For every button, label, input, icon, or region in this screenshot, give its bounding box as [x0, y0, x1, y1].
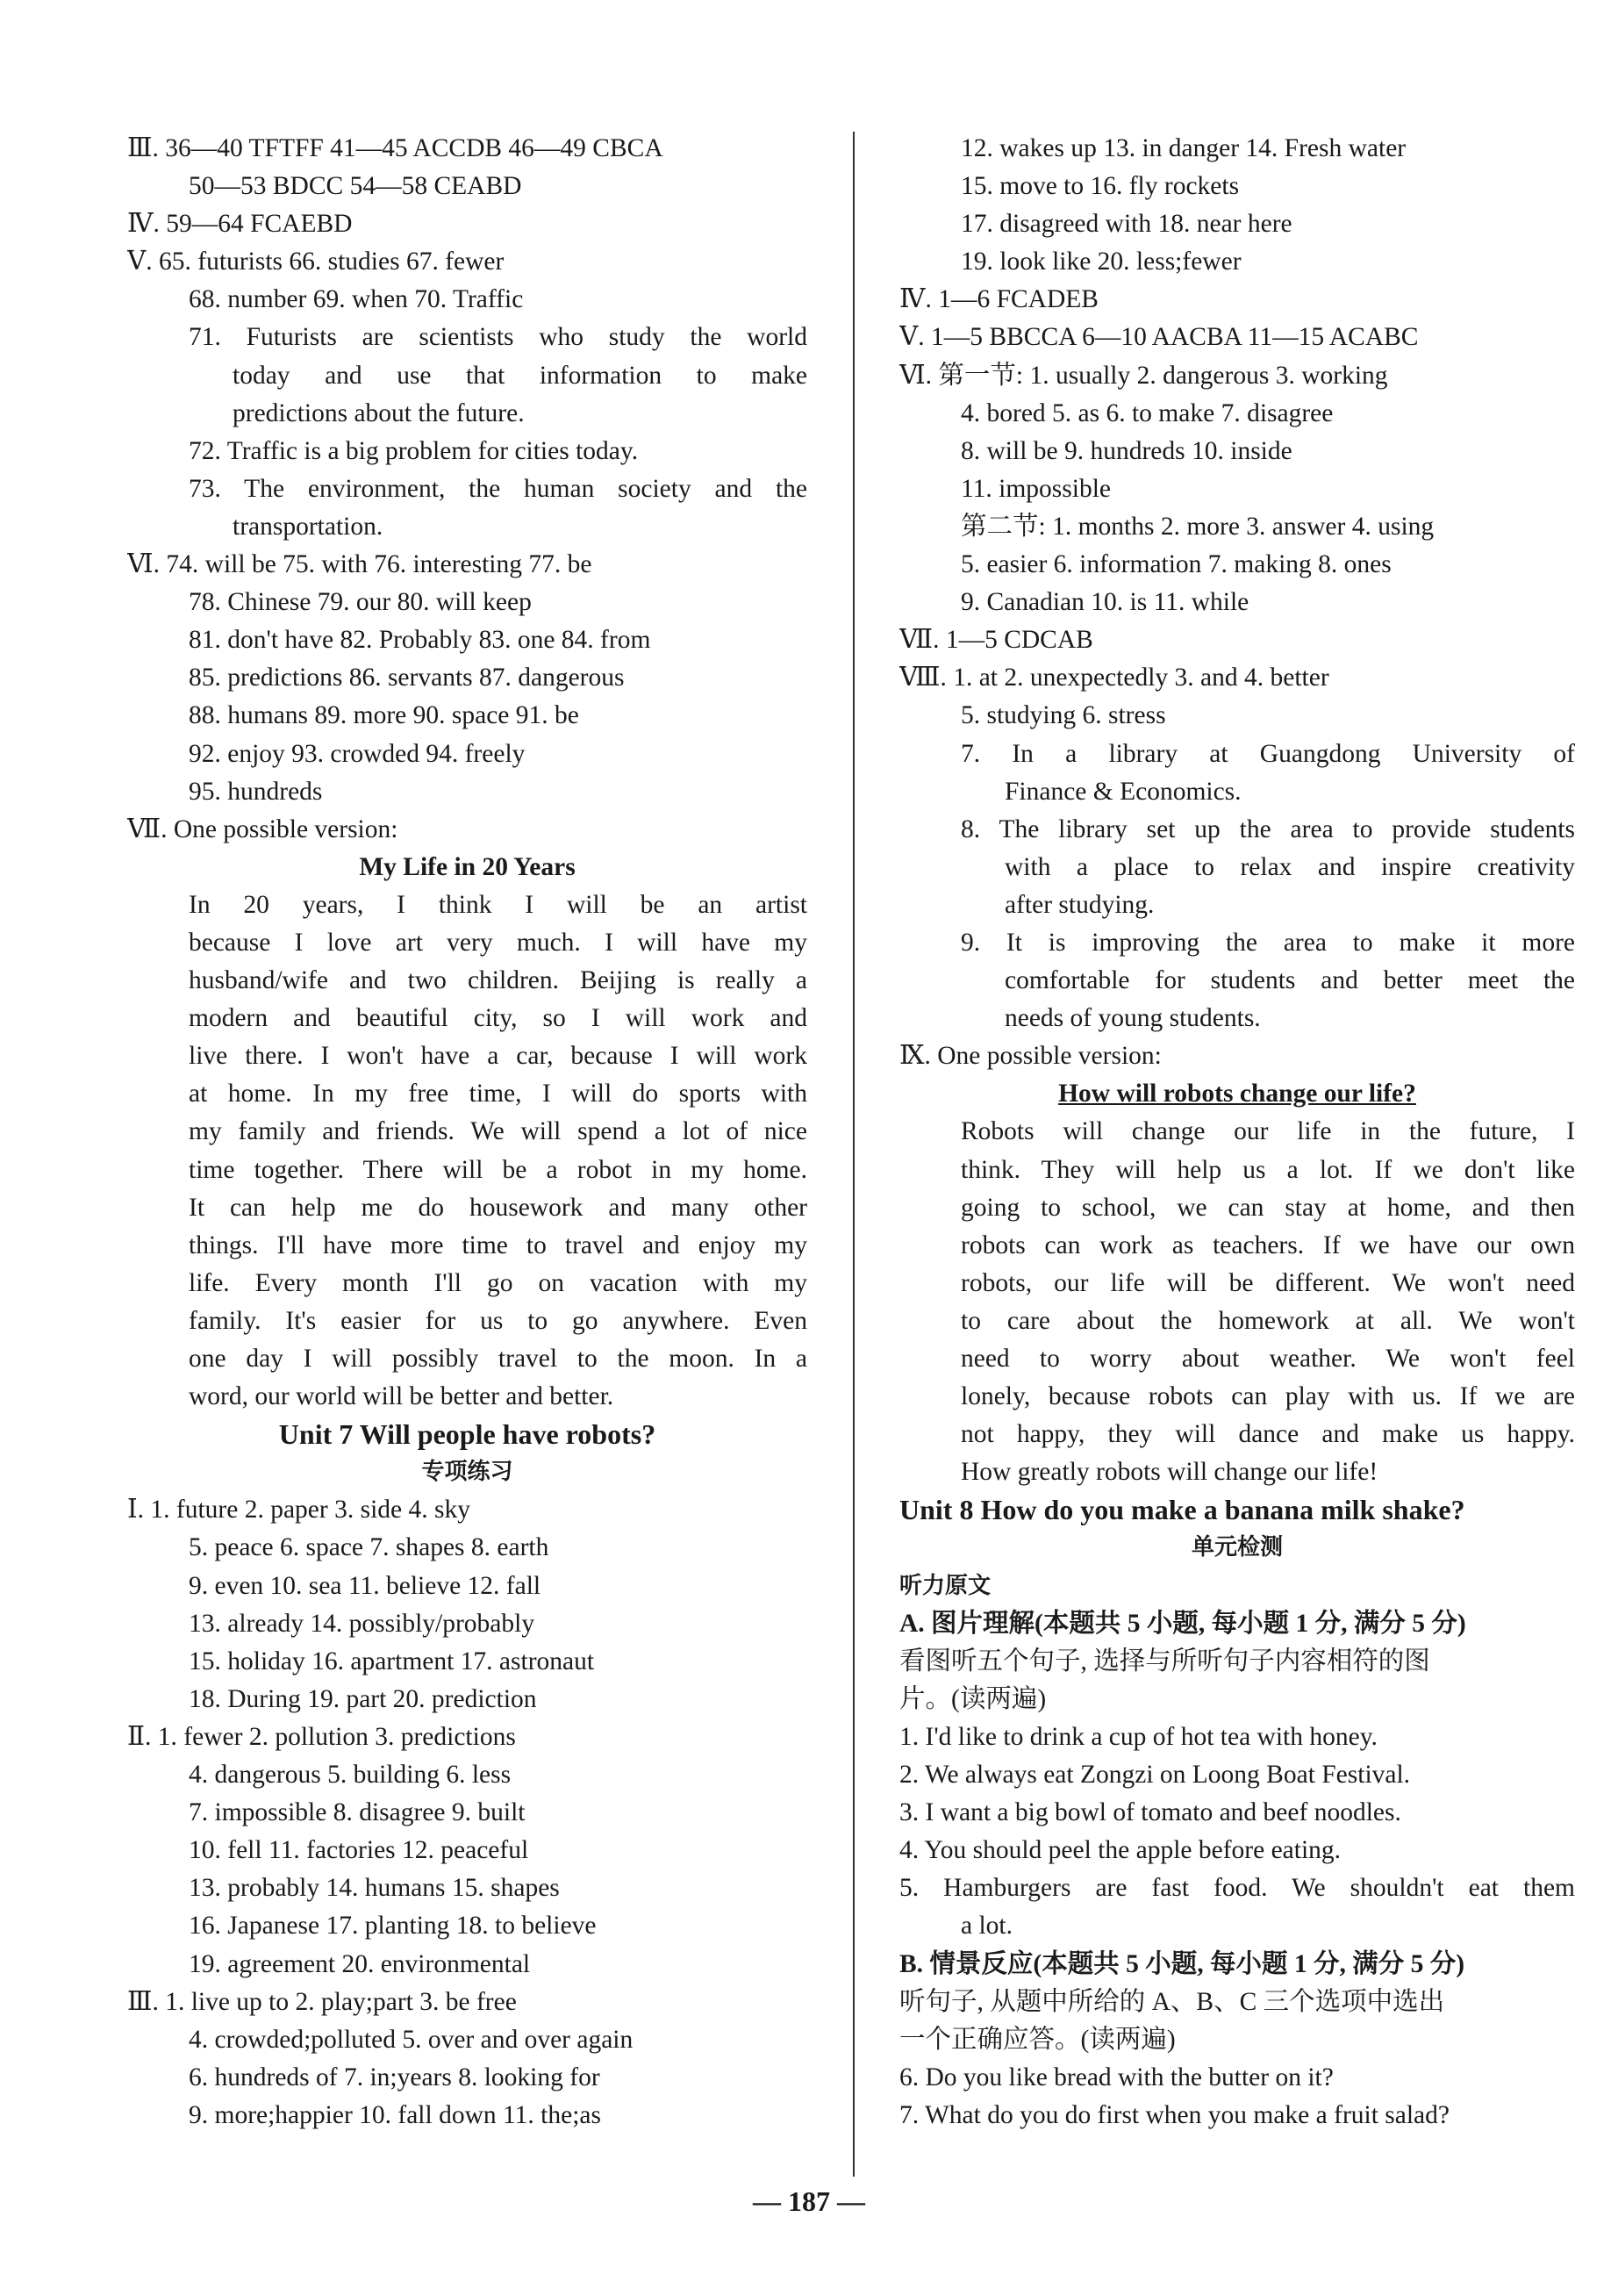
right-column-line: 5. easier 6. information 7. making 8. ones [961, 550, 1392, 579]
left-column-line: one day I will possibly travel to the moon. In a [189, 1345, 807, 1373]
right-column-line: a lot. [961, 1912, 1013, 1941]
page-number: — 187 — [753, 2185, 865, 2217]
left-column-line: Ⅲ. 1. live up to 2. play;part 3. be free [127, 1987, 517, 2016]
right-column-line: 单元检测 [1191, 1534, 1283, 1561]
left-column-line: 15. holiday 16. apartment 17. astronaut [189, 1647, 595, 1675]
right-column-line: think. They will help us a lot. If we don't like [961, 1155, 1575, 1184]
right-column-line: after studying. [1005, 890, 1155, 919]
left-column-line: 88. humans 89. more 90. space 91. be [189, 701, 579, 730]
right-column-line: 8. will be 9. hundreds 10. inside [961, 436, 1292, 465]
left-column-line: predictions about the future. [233, 398, 525, 427]
right-column [899, 130, 1575, 2135]
left-column-line: Unit 7 Will people have robots? [278, 1418, 656, 1451]
left-column-line: Ⅵ. 74. will be 75. with 76. interesting 77. be [127, 550, 592, 579]
right-column-line: 看图听五个句子, 选择与所听句子内容相符的图 [899, 1647, 1430, 1675]
left-column-line: Ⅲ. 36—40 TFTFF 41—45 ACCDB 46—49 CBCA [127, 134, 663, 162]
right-column-line: with a place to relax and inspire creativity [1005, 852, 1575, 881]
right-column-line: 听句子, 从题中所给的 A、B、C 三个选项中选出 [899, 1987, 1445, 2016]
left-column-line: 50—53 BDCC 54—58 CEABD [189, 172, 522, 201]
left-column-line: live there. I won't have a car, because I will work [189, 1042, 807, 1071]
left-column-line: 92. enjoy 93. crowded 94. freely [189, 739, 526, 768]
right-column-line: 19. look like 20. less;fewer [961, 248, 1242, 276]
right-column-line: 一个正确应答。(读两遍) [899, 2025, 1176, 2054]
left-column-line: life. Every month I'll go on vacation with my [189, 1268, 807, 1297]
right-column-line: 15. move to 16. fly rockets [961, 172, 1240, 201]
right-column-line: lonely, because robots can play with us. If we are [961, 1382, 1575, 1411]
right-column-line: 11. impossible [961, 474, 1111, 503]
right-column-line: B. 情景反应(本题共 5 小题, 每小题 1 分, 满分 5 分) [899, 1949, 1465, 1978]
left-column-line: 72. Traffic is a big problem for cities today. [189, 436, 639, 465]
left-column-line: 5. peace 6. space 7. shapes 8. earth [189, 1533, 549, 1562]
left-column-line: family. It's easier for us to go anywhere. Even [189, 1306, 807, 1335]
left-column-line: 73. The environment, the human society and the [189, 474, 807, 503]
right-column-line: robots can work as teachers. If we have our own [961, 1231, 1575, 1259]
right-column-line: robots, our life will be different. We won't need [961, 1268, 1575, 1297]
left-column-line: 7. impossible 8. disagree 9. built [189, 1798, 526, 1827]
left-column-line: word, our world will be better and better. [189, 1382, 614, 1411]
right-column-line: not happy, they will dance and make us happy. [961, 1420, 1575, 1449]
left-column-line: Ⅰ. 1. future 2. paper 3. side 4. sky [127, 1496, 470, 1525]
left-column-line: 4. crowded;polluted 5. over and over again [189, 2025, 634, 2054]
right-column-line: Unit 8 How do you make a banana milk shake? [899, 1494, 1465, 1526]
left-column-line: 18. During 19. part 20. prediction [189, 1684, 537, 1713]
left-column-line: 85. predictions 86. servants 87. dangerous [189, 664, 625, 692]
left-column-line: time together. There will be a robot in my home. [189, 1155, 807, 1184]
right-column-line: 5. studying 6. stress [961, 701, 1166, 730]
left-column-line: husband/wife and two children. Beijing is really a [189, 966, 807, 995]
left-column-line: 13. already 14. possibly/probably [189, 1609, 535, 1638]
right-column-line: Ⅴ. 1—5 BBCCA 6—10 AACBA 11—15 ACABC [899, 323, 1419, 352]
right-column-line: 4. You should peel the apple before eating. [899, 1836, 1342, 1865]
left-column-line: 19. agreement 20. environmental [189, 1949, 531, 1978]
left-column [127, 130, 807, 2135]
left-column-line: 71. Futurists are scientists who study the world [189, 323, 807, 352]
left-column-line: 专项练习 [421, 1459, 513, 1486]
left-column-line: 6. hundreds of 7. in;years 8. looking for [189, 2063, 600, 2092]
left-column-line: Ⅳ. 59—64 FCAEBD [127, 210, 353, 239]
left-column-line: because I love art very much. I will have my [189, 928, 807, 957]
left-column-line: 9. even 10. sea 11. believe 12. fall [189, 1571, 541, 1600]
left-column-line: Ⅶ. One possible version: [127, 814, 398, 843]
left-column-line: things. I'll have more time to travel and enjoy my [189, 1231, 807, 1259]
right-column-line: 5. Hamburgers are fast food. We shouldn't eat them [899, 1874, 1575, 1903]
left-column-line: 95. hundreds [189, 777, 323, 806]
right-column-line: Ⅵ. 第一节: 1. usually 2. dangerous 3. working [899, 361, 1388, 390]
right-column-line: 12. wakes up 13. in danger 14. Fresh water [961, 134, 1407, 162]
left-column-line: today and use that information to make [233, 361, 807, 390]
right-column-line: 2. We always eat Zongzi on Loong Boat Festival. [899, 1761, 1411, 1790]
right-column-line: Ⅷ. 1. at 2. unexpectedly 3. and 4. better [899, 664, 1329, 692]
column-divider [853, 132, 855, 2177]
left-column-line: 68. number 69. when 70. Traffic [189, 285, 524, 314]
right-column-line: Finance & Economics. [1005, 777, 1242, 806]
left-column-line: 10. fell 11. factories 12. peaceful [189, 1836, 529, 1865]
right-column-line: needs of young students. [1005, 1004, 1261, 1033]
right-column-line: 8. The library set up the area to provide students [961, 814, 1575, 843]
right-column-line: A. 图片理解(本题共 5 小题, 每小题 1 分, 满分 5 分) [899, 1609, 1466, 1638]
left-column-line: transportation. [233, 512, 383, 541]
right-column-line: Ⅸ. One possible version: [899, 1042, 1162, 1071]
right-column-line: How will robots change our life? [1058, 1080, 1416, 1109]
right-column-line: going to school, we can stay at home, and then [961, 1193, 1575, 1222]
right-column-line: 3. I want a big bowl of tomato and beef noodles. [899, 1798, 1401, 1827]
left-column-line: Ⅱ. 1. fewer 2. pollution 3. predictions [127, 1722, 516, 1751]
right-column-line: Robots will change our life in the future, I [961, 1117, 1575, 1146]
right-column-line: to care about the homework at all. We won't [961, 1306, 1575, 1335]
left-column-line: 16. Japanese 17. planting 18. to believe [189, 1912, 597, 1941]
right-column-line: 17. disagreed with 18. near here [961, 210, 1292, 239]
left-column-line: My Life in 20 Years [359, 852, 576, 881]
right-column-line: 9. Canadian 10. is 11. while [961, 588, 1249, 617]
left-column-line: 81. don't have 82. Probably 83. one 84. from [189, 626, 651, 655]
right-column-line: 4. bored 5. as 6. to make 7. disagree [961, 398, 1334, 427]
right-column-line: comfortable for students and better meet the [1005, 966, 1575, 995]
left-column-line: 4. dangerous 5. building 6. less [189, 1761, 512, 1790]
right-column-line: 7. What do you do first when you make a fruit salad? [899, 2100, 1450, 2129]
left-column-line: 9. more;happier 10. fall down 11. the;as [189, 2100, 601, 2129]
right-column-line: How greatly robots will change our life! [961, 1458, 1378, 1487]
right-column-line: 听力原文 [899, 1572, 992, 1599]
right-column-line: 片。(读两遍) [899, 1684, 1047, 1713]
left-column-line: It can help me do housework and many other [189, 1193, 807, 1222]
right-column-line: 第二节: 1. months 2. more 3. answer 4. using [961, 512, 1435, 541]
left-column-line: 13. probably 14. humans 15. shapes [189, 1874, 560, 1903]
left-column-line: my family and friends. We will spend a lot of nice [189, 1117, 807, 1146]
left-column-line: 78. Chinese 79. our 80. will keep [189, 588, 532, 617]
left-column-line: at home. In my free time, I will do sports with [189, 1080, 807, 1109]
right-column-line: 1. I'd like to drink a cup of hot tea with honey. [899, 1722, 1378, 1751]
right-column-line: need to worry about weather. We won't feel [961, 1345, 1575, 1373]
right-column-line: Ⅳ. 1—6 FCADEB [899, 285, 1099, 314]
right-column-line: Ⅶ. 1—5 CDCAB [899, 626, 1093, 655]
right-column-line: 7. In a library at Guangdong University of [961, 739, 1575, 768]
left-column-line: In 20 years, I think I will be an artist [189, 890, 807, 919]
right-column-line: 6. Do you like bread with the butter on it? [899, 2063, 1334, 2092]
left-column-line: modern and beautiful city, so I will work and [189, 1004, 807, 1033]
left-column-line: Ⅴ. 65. futurists 66. studies 67. fewer [127, 248, 505, 276]
right-column-line: 9. It is improving the area to make it more [961, 928, 1575, 957]
